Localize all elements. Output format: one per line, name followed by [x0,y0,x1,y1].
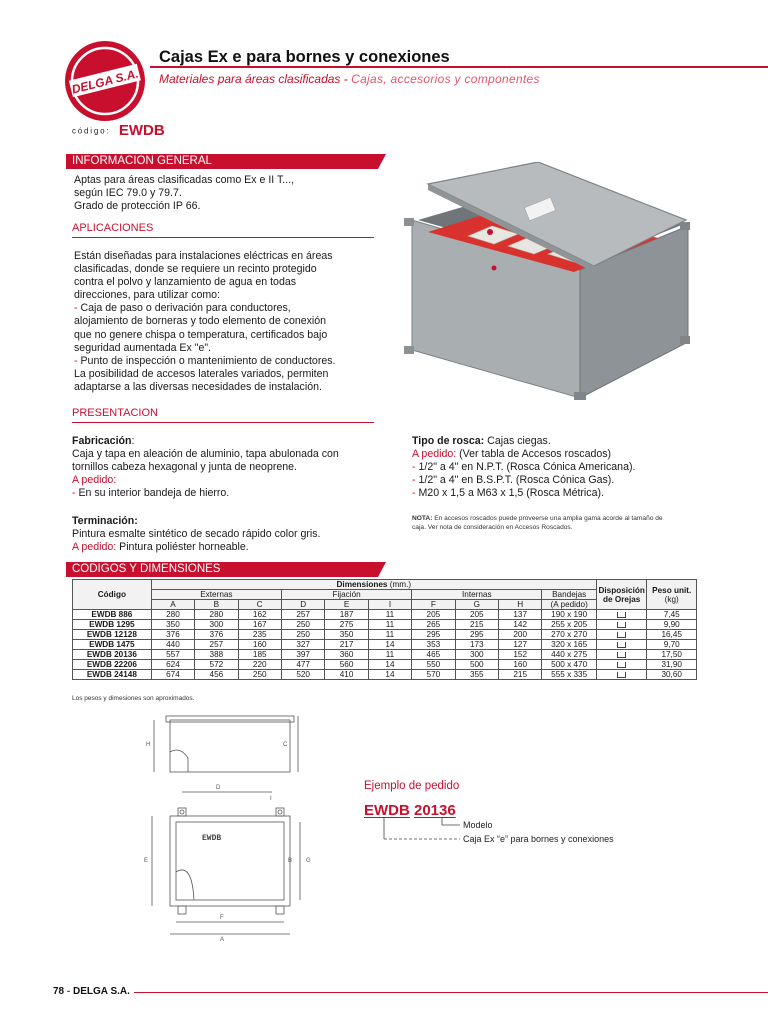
cell-dim: 220 [238,660,281,670]
product-code [72,122,165,140]
ear-layout-icon [617,612,626,618]
cell-dim: 350 [325,630,368,640]
app-line: seguridad aumentada Ex "e". [74,341,212,354]
product-photo [398,162,698,402]
cell-dim: 142 [499,620,542,630]
fab-label: Fabricación [72,435,132,447]
ear-layout-icon [617,632,626,638]
presentation-heading: PRESENTACION [72,407,158,419]
app-bullet-2: - Punto de inspección o mantenimiento de conductores. [74,354,336,367]
footer-divider [134,992,768,993]
cell-dim: 500 [455,660,498,670]
term-order-label: A pedido: [72,541,117,554]
cell-ear-layout [596,650,646,660]
cell-dim: 160 [238,640,281,650]
cell-dim: 520 [281,670,324,680]
svg-text:H: H [146,742,151,748]
cell-dim: 11 [368,650,411,660]
cell-dim: 160 [499,660,542,670]
th-col: E [325,600,368,610]
cell-dim: 350 [151,620,194,630]
cell-ear-layout [596,630,646,640]
cell-dim: 187 [325,610,368,620]
page-number: 78 [53,986,65,997]
cell-dim: 127 [499,640,542,650]
cell-tray: 320 x 165 [542,640,597,650]
cell-dim: 397 [281,650,324,660]
cell-dim: 14 [368,660,411,670]
svg-text:F: F [220,915,224,921]
cell-weight: 30,60 [647,670,697,680]
cell-dim: 572 [195,660,238,670]
footer-company: DELGA S.A. [73,986,130,997]
cell-dim: 215 [499,670,542,680]
cell-dim: 280 [195,610,238,620]
order-leader-lines [364,818,474,848]
cell-ear-layout [596,670,646,680]
cell-code: EWDB 1475 [73,640,152,650]
th-trays-sub: (A pedido) [542,600,597,610]
thread-item: - 1/2" a 4" en N.P.T. (Rosca Cónica Americana). [412,461,636,474]
cell-dim: 185 [238,650,281,660]
info-text [74,174,374,213]
th-ears: Disposición de Orejas [596,580,646,610]
cell-code: EWDB 886 [73,610,152,620]
thread-order-label: A pedido: [412,448,457,461]
cell-dim: 152 [499,650,542,660]
subtitle-sub: Cajas, accesorios y componentes [351,72,540,86]
table-footnote: Los pesos y dimesiones son aproximados. [72,695,195,702]
cell-dim: 557 [151,650,194,660]
cell-dim: 11 [368,630,411,640]
ear-layout-icon [617,672,626,678]
order-label-description: Caja Ex “e” para bornes y conexiones [463,834,614,844]
svg-text:A: A [220,937,225,942]
ear-layout-icon [617,642,626,648]
table-row [73,610,697,620]
cell-code: EWDB 1295 [73,620,152,630]
cell-dim: 327 [281,640,324,650]
cell-weight: 9,70 [647,640,697,650]
cell-dim: 410 [325,670,368,680]
cell-dim: 353 [412,640,455,650]
cell-dim: 300 [455,650,498,660]
table-row [73,630,697,640]
cell-code: EWDB 24148 [73,670,152,680]
ear-layout-icon [617,662,626,668]
cell-dim: 674 [151,670,194,680]
th-col: G [455,600,498,610]
thread-note [412,514,672,532]
app-line: Están diseñadas para instalaciones eléctricas en áreas [74,250,333,262]
cell-dim: 11 [368,610,411,620]
cell-dim: 280 [151,610,194,620]
app-line: alojamiento de borneras y todo elemento de conexión [74,315,327,328]
cell-dim: 162 [238,610,281,620]
cell-dim: 11 [368,620,411,630]
order-label-model: Modelo [463,820,493,830]
th-col: B [195,600,238,610]
cell-dim: 456 [195,670,238,680]
cell-tray: 270 x 270 [542,630,597,640]
order-example-title: Ejemplo de pedido [364,780,460,792]
cell-dim: 205 [412,610,455,620]
term-line: Pintura esmalte sintético de secado rápido color gris. [72,528,321,541]
cell-dim: 250 [238,670,281,680]
order-example-code [364,802,456,819]
cell-tray: 255 x 205 [542,620,597,630]
th-dims: Dimensiones (mm.) [151,580,596,590]
app-line: que no genere chispa o temperatura, certificados bajo [74,328,328,341]
info-line: Aptas para áreas clasificadas como Ex e II T..., [74,174,295,186]
termination-text [72,515,377,554]
info-line: según IEC 79.0 y 79.7. [74,187,182,200]
codes-heading: CODIGOS Y DIMENSIONES [72,563,221,575]
fab-line: tornillos cabeza hexagonal y junta de neoprene. [72,461,297,474]
cell-dim: 167 [238,620,281,630]
th-external: Externas [151,590,281,600]
cell-tray: 190 x 190 [542,610,597,620]
fab-order-label: A pedido: [72,474,117,487]
fab-order-item: - En su interior bandeja de hierro. [72,487,230,500]
cell-weight: 7,45 [647,610,697,620]
cell-dim: 477 [281,660,324,670]
cell-dim: 570 [412,670,455,680]
cell-dim: 376 [151,630,194,640]
th-weight: Peso unit. (kg) [647,580,697,610]
cell-weight: 16,45 [647,630,697,640]
fab-line: Caja y tapa en aleación de aluminio, tapa abulonada con [72,448,339,461]
cell-weight: 17,50 [647,650,697,660]
th-col: H [499,600,542,610]
note-label: NOTA: [412,515,433,522]
logo-text: DELGA S.A. [70,66,140,97]
page-subtitle [159,72,540,86]
cell-tray: 555 x 335 [542,670,597,680]
cell-dim: 14 [368,670,411,680]
thread-value: Cajas ciegas. [487,435,551,447]
cell-dim: 215 [455,620,498,630]
cell-dim: 295 [412,630,455,640]
svg-text:G: G [306,858,311,864]
cell-dim: 300 [195,620,238,630]
th-fixing: Fijación [281,590,411,600]
order-code-suffix: 20136 [414,802,456,819]
app-line: La posibilidad de accesos laterales variados, permiten [74,367,329,380]
info-heading: INFORMACION GENERAL [72,155,212,167]
table-row [73,620,697,630]
cell-dim: 265 [412,620,455,630]
dimensions-table [72,579,697,680]
th-col: I [368,600,411,610]
cell-dim: 360 [325,650,368,660]
subtitle-main: Materiales para áreas clasificadas [159,72,341,86]
cell-dim: 257 [195,640,238,650]
cell-dim: 250 [281,630,324,640]
cell-dim: 624 [151,660,194,670]
app-line: contra el polvo y lanzamiento de agua en todas [74,276,297,289]
thread-text [412,435,712,500]
cell-dim: 275 [325,620,368,630]
thread-item: - 1/2" a 4" en B.S.P.T. (Rosca Cónica Gas). [412,474,615,487]
cell-weight: 9,90 [647,620,697,630]
th-code: Código [73,580,152,610]
technical-drawing [140,712,315,942]
thread-label: Tipo de rosca: [412,435,485,447]
cell-dim: 355 [455,670,498,680]
cell-dim: 560 [325,660,368,670]
cell-dim: 217 [325,640,368,650]
delga-logo [64,40,146,122]
code-value: EWDB [118,122,165,140]
cell-ear-layout [596,640,646,650]
table-row [73,670,697,680]
th-col: C [238,600,281,610]
th-col: F [412,600,455,610]
app-line: clasificadas, donde se requiere un recinto protegido [74,263,317,276]
cell-tray: 500 x 470 [542,660,597,670]
cell-ear-layout [596,610,646,620]
th-trays: Bandejas [542,590,597,600]
svg-text:I: I [270,796,272,802]
info-line: Grado de protección IP 66. [74,200,201,213]
cell-weight: 31,90 [647,660,697,670]
cell-code: EWDB 12128 [73,630,152,640]
table-row [73,650,697,660]
cell-tray: 440 x 275 [542,650,597,660]
section-bar-info [66,154,378,169]
cell-code: EWDB 20136 [73,650,152,660]
cell-dim: 376 [195,630,238,640]
cell-dim: 200 [499,630,542,640]
title-divider [150,66,768,68]
cell-dim: 205 [455,610,498,620]
cell-dim: 173 [455,640,498,650]
thread-order-value: (Ver tabla de Accesos roscados) [459,448,612,461]
applications-rule [72,237,374,238]
cell-dim: 440 [151,640,194,650]
cell-dim: 137 [499,610,542,620]
code-label: código: [72,126,111,136]
svg-text:B: B [288,858,293,864]
cell-dim: 550 [412,660,455,670]
presentation-rule [72,422,374,423]
cell-dim: 250 [281,620,324,630]
cell-dim: 388 [195,650,238,660]
cell-ear-layout [596,620,646,630]
cell-dim: 14 [368,640,411,650]
cell-ear-layout [596,660,646,670]
thread-item: - M20 x 1,5 a M63 x 1,5 (Rosca Métrica). [412,487,604,500]
svg-text:D: D [216,785,221,791]
app-line: direcciones, para utilizar como: [74,289,221,302]
th-col: A [151,600,194,610]
order-code-prefix: EWDB [364,802,410,819]
th-internal: Internas [412,590,542,600]
cell-dim: 235 [238,630,281,640]
section-bar-codes [66,562,378,577]
term-label: Terminación: [72,515,138,527]
cell-dim: 295 [455,630,498,640]
svg-text:C: C [283,742,288,748]
svg-text:E: E [144,858,149,864]
drawing-lid-label: EWDB [202,834,222,843]
term-order-item: Pintura poliéster horneable. [119,541,249,554]
applications-text [74,250,374,394]
app-line: adaptarse a las diversas necesidades de instalación. [74,380,322,393]
cell-dim: 257 [281,610,324,620]
app-bullet-1: - Caja de paso o derivación para conductores, [74,302,291,315]
page-footer: 78 - DELGA S.A. [53,986,130,997]
note-text: En accesos roscados puede proveerse una amplia gama acorde al tamaño de caja. Ver nota de consideración en Accesos Roscados. [412,515,663,531]
ear-layout-icon [617,622,626,628]
subtitle-separator: - [343,72,348,86]
ear-layout-icon [617,652,626,658]
fabrication-text: Fabricación: Caja y tapa en aleación de aluminio, tapa abulonada con tornillos cabeza hexagonal y junta de neoprene. A pedido: - En su interior bandeja de hierro. [72,435,377,500]
cell-dim: 465 [412,650,455,660]
table-row [73,660,697,670]
th-col: D [281,600,324,610]
applications-heading: APLICACIONES [72,222,154,234]
table-row [73,640,697,650]
page-title: Cajas Ex e para bornes y conexiones [159,48,450,66]
cell-code: EWDB 22206 [73,660,152,670]
